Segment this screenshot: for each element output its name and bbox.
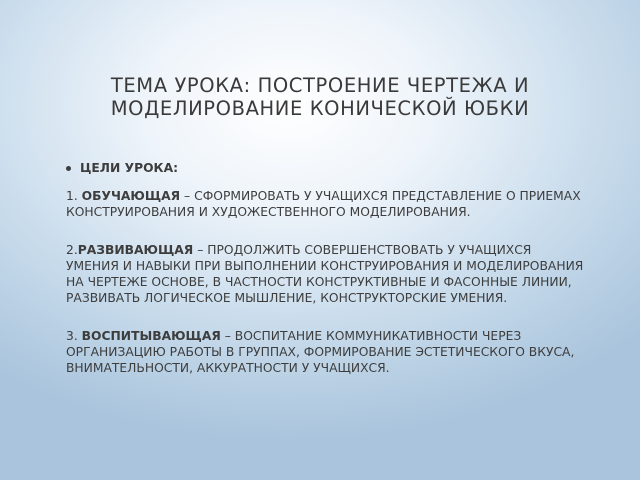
goals-heading: ЦЕЛИ УРОКА:	[80, 161, 179, 175]
slide-title-line-2: МОДЕЛИРОВАНИЕ КОНИЧЕСКОЙ ЮБКИ	[110, 97, 530, 120]
goal-text: – ВОСПИТАНИЕ КОММУНИКАТИВНОСТИ ЧЕРЕЗ ОРГАНИЗАЦИЮ РАБОТЫ В ГРУППАХ, ФОРМИРОВАНИЕ ЭСТЕТИЧЕСКОГО ВКУСА, ВНИМАТЕЛЬНОСТИ, АККУРАТНОСТИ У УЧАЩИХСЯ.	[66, 329, 575, 375]
goal-label: ОБУЧАЮЩАЯ	[81, 189, 181, 203]
goal-educating	[66, 328, 586, 376]
slide-content	[66, 160, 586, 392]
goal-number: 1.	[66, 189, 82, 203]
slide-title	[40, 74, 600, 120]
goal-teaching	[66, 188, 586, 220]
goal-developing	[66, 242, 586, 306]
goals-bullet	[66, 160, 586, 176]
goal-number: 3.	[66, 329, 82, 343]
goal-label: ВОСПИТЫВАЮЩАЯ	[81, 329, 221, 343]
goal-text: – СФОРМИРОВАТЬ У УЧАЩИХСЯ ПРЕДСТАВЛЕНИЕ О ПРИЕМАХ КОНСТРУИРОВАНИЯ И ХУДОЖЕСТВЕННОГО МОДЕЛИРОВАНИЯ.	[66, 189, 581, 219]
bullet-dot-icon	[66, 166, 71, 171]
goal-text: – ПРОДОЛЖИТЬ СОВЕРШЕНСТВОВАТЬ У УЧАЩИХСЯ УМЕНИЯ И НАВЫКИ ПРИ ВЫПОЛНЕНИИ КОНСТРУИРОВАНИЯ И МОДЕЛИРОВАНИЯ НА ЧЕРТЕЖЕ ОСНОВЕ, В ЧАСТНОСТИ КОНСТРУКТИВНЫЕ И ФАСОННЫЕ ЛИНИИ, РАЗВИВАТЬ ЛОГИЧЕСКОЕ МЫШЛЕНИЕ, КОНСТРУКТОРСКИЕ УМЕНИЯ.	[66, 243, 584, 305]
slide-title-line-1: ТЕМА УРОКА: ПОСТРОЕНИЕ ЧЕРТЕЖА И	[110, 74, 530, 97]
goal-label: РАЗВИВАЮЩАЯ	[77, 243, 194, 257]
goal-number: 2.	[66, 243, 78, 257]
